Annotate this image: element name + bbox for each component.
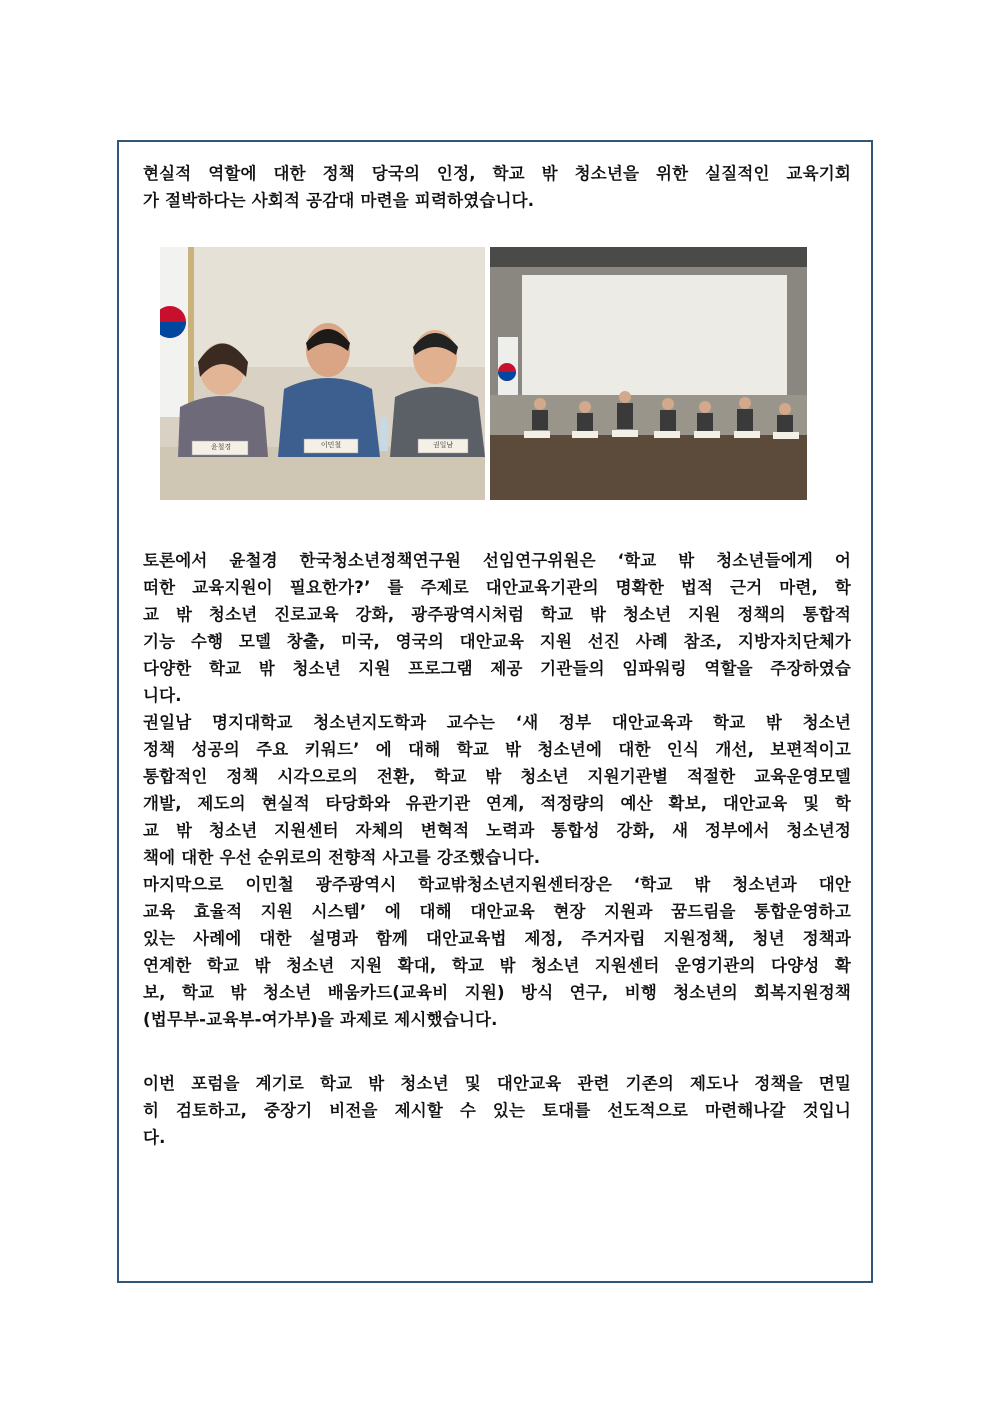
body-line: (법무부-교육부-여가부)을 과제로 제시했습니다. (143, 1010, 498, 1029)
nameplate-2: 이민철 (320, 441, 342, 449)
body-line: 다양한 학교 밖 청소년 지원 프로그램 제공 기관들의 임파워링 역할을 주장하였습 (143, 659, 851, 678)
nameplate-3: 권일남 (432, 441, 454, 449)
body-line: 보, 학교 밖 청소년 배움카드(교육비 지원) 방식 연구, 비행 청소년의 회복지원정책 (143, 983, 851, 1002)
body-line: 마지막으로 이민철 광주광역시 학교밖청소년지원센터장은 ‘학교 밖 청소년과 대안 (143, 875, 851, 894)
intro-paragraph (143, 160, 851, 214)
body-line: 개발, 제도의 현실적 타당화와 유관기관 연계, 적정량의 예산 확보, 대안교육 및 학 (143, 794, 851, 813)
body-paragraph (143, 547, 851, 1033)
body-line: 책에 대한 우선 순위로의 전향적 사고를 강조했습니다. (143, 848, 541, 867)
body-line: 교 밖 청소년 지원센터 자체의 변혁적 노력과 통합성 강화, 새 정부에서 청소년정 (143, 821, 851, 840)
body-line: 권일남 명지대학교 청소년지도학과 교수는 ‘새 정부 대안교육과 학교 밖 청소년 (143, 713, 851, 732)
closing-paragraph (143, 1070, 851, 1151)
body-line: 기능 수행 모델 창출, 미국, 영국의 대안교육 지원 선진 사례 참조, 지방자치단체가 (143, 632, 851, 651)
intro-line: 현실적 역할에 대한 정책 당국의 인정, 학교 밖 청소년을 위한 실질적인 교육기회 (143, 164, 851, 183)
closing-line: 히 검토하고, 중장기 비전을 제시할 수 있는 토대를 선도적으로 마련해나갈 것입니 (143, 1101, 851, 1120)
closing-line: 이번 포럼을 계기로 학교 밖 청소년 및 대안교육 관련 기존의 제도나 정책을 면밀 (143, 1074, 851, 1093)
body-line: 정책 성공의 주요 키워드’ 에 대해 학교 밖 청소년에 대한 인식 개선, 보편적이고 (143, 740, 851, 759)
body-line: 떠한 교육지원이 필요한가?’ 를 주제로 대안교육기관의 명확한 법적 근거 마련, 학 (143, 578, 851, 597)
body-line: 토론에서 윤철경 한국청소년정책연구원 선임연구위원은 ‘학교 밖 청소년들에게 어 (143, 551, 851, 570)
body-line: 있는 사례에 대한 설명과 함께 대안교육법 제정, 주거자립 지원정책, 청년 정책과 (143, 929, 851, 948)
body-line: 연계한 학교 밖 청소년 지원 확대, 학교 밖 청소년 지원센터 운영기관의 다양성 확 (143, 956, 851, 975)
closing-line: 다. (143, 1128, 166, 1147)
body-line: 통합적인 정책 시각으로의 전환, 학교 밖 청소년 지원기관별 적절한 교육운영모델 (143, 767, 851, 786)
panel-photo-closeup (160, 247, 485, 500)
panel-photo-wide (490, 247, 807, 500)
nameplate-1: 윤철경 (210, 443, 232, 451)
body-line: 니다. (143, 686, 182, 705)
intro-line: 가 절박하다는 사회적 공감대 마련을 피력하였습니다. (143, 191, 535, 210)
body-line: 교육 효율적 지원 시스템’ 에 대해 대안교육 현장 지원과 꿈드림을 통합운영하고 (143, 902, 851, 921)
body-line: 교 밖 청소년 진로교육 강화, 광주광역시처럼 학교 밖 청소년 지원 정책의 통합적 (143, 605, 851, 624)
